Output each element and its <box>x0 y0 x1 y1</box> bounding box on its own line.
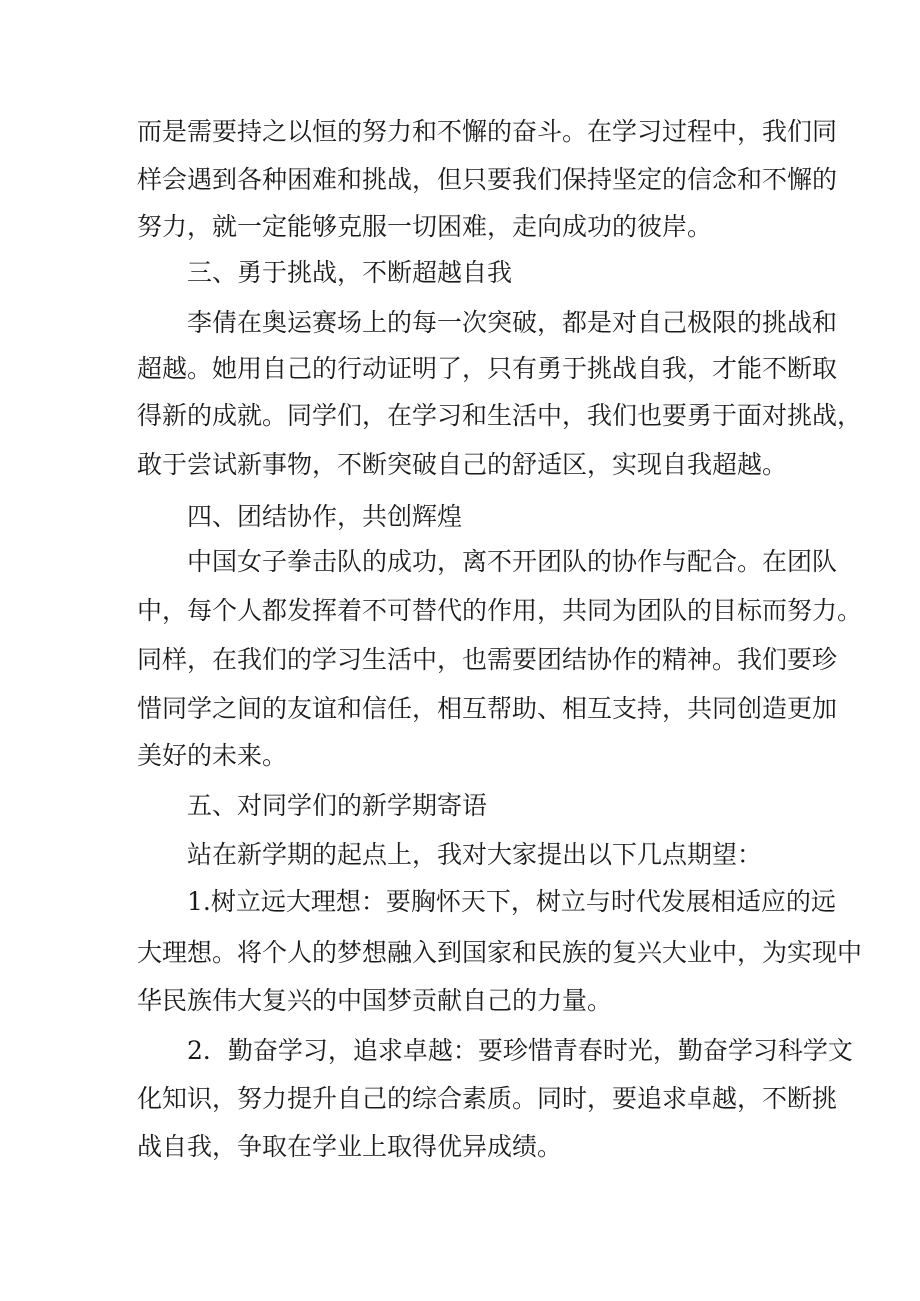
paragraph-line: 美好的未来。 <box>137 741 288 770</box>
paragraph-line: 中国女子拳击队的成功，离不开团队的协作与配合。在团队 <box>187 547 838 576</box>
paragraph-line: 站在新学期的起点上，我对大家提出以下几点期望： <box>187 840 763 869</box>
section-heading-5: 五、对同学们的新学期寄语 <box>187 791 488 820</box>
paragraph-line: 样会遇到各种困难和挑战，但只要我们保持坚定的信念和不懈的 <box>137 165 838 194</box>
section-heading-4: 四、团结协作，共创辉煌 <box>187 502 463 531</box>
paragraph-line: 超越。她用自己的行动证明了，只有勇于挑战自我，才能不断取 <box>137 354 838 383</box>
paragraph-line: 同样，在我们的学习生活中，也需要团结协作的精神。我们要珍 <box>137 645 838 674</box>
paragraph-line: 化知识，努力提升自己的综合素质。同时，要追求卓越，不断挑 <box>137 1084 838 1113</box>
list-item-1: 1.树立远大理想：要胸怀天下，树立与时代发展相适应的远 <box>187 887 836 916</box>
list-item-2: 2．勤奋学习，追求卓越：要珍惜青春时光，勤奋学习科学文 <box>187 1036 853 1065</box>
paragraph-line: 得新的成就。同学们，在学习和生活中，我们也要勇于面对挑战， <box>137 401 863 430</box>
paragraph-line: 惜同学之间的友谊和信任，相互帮助、相互支持，共同创造更加 <box>137 694 838 723</box>
paragraph-line: 大理想。将个人的梦想融入到国家和民族的复兴大业中，为实现中 <box>137 938 863 967</box>
paragraph-line: 努力，就一定能够克服一切困难，走向成功的彼岸。 <box>137 212 713 241</box>
paragraph-line: 而是需要持之以恒的努力和不懈的奋斗。在学习过程中，我们同 <box>137 117 838 146</box>
paragraph-line: 中，每个人都发挥着不可替代的作用，共同为团队的目标而努力。 <box>137 596 863 625</box>
section-heading-3: 三、勇于挑战，不断超越自我 <box>187 258 513 287</box>
paragraph-line: 华民族伟大复兴的中国梦贡献自己的力量。 <box>137 986 613 1015</box>
paragraph-line: 敢于尝试新事物，不断突破自己的舒适区，实现自我超越。 <box>137 450 788 479</box>
paragraph-line: 战自我，争取在学业上取得优异成绩。 <box>137 1132 563 1161</box>
paragraph-line: 李倩在奥运赛场上的每一次突破，都是对自己极限的挑战和 <box>187 308 838 337</box>
